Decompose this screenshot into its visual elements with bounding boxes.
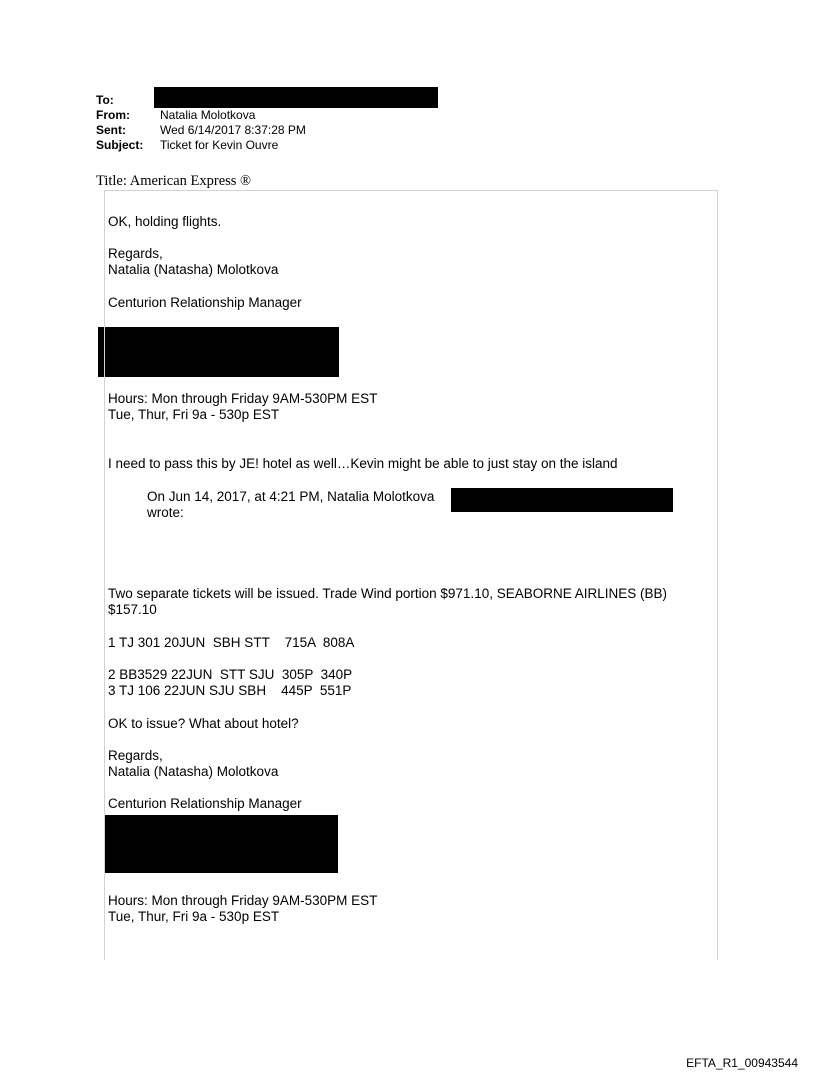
from-row xyxy=(96,108,306,123)
from-value: Natalia Molotkova xyxy=(160,108,256,122)
quote-intro: On Jun 14, 2017, at 4:21 PM, Natalia Molotkova xyxy=(147,489,435,504)
sent-label: Sent: xyxy=(96,123,126,137)
signature-name: Natalia (Natasha) Molotkova xyxy=(108,764,279,779)
title-line: Title: American Express ® xyxy=(96,173,252,189)
body-line: OK, holding flights. xyxy=(108,214,222,229)
flight-row: 2 BB3529 22JUN STT SJU 305P 340P xyxy=(108,667,353,682)
subject-label: Subject: xyxy=(96,138,144,152)
subject-value: Ticket for Kevin Ouvre xyxy=(160,138,279,152)
regards: Regards, xyxy=(108,748,163,763)
from-label: From: xyxy=(96,108,130,122)
hours-line: Hours: Mon through Friday 9AM-530PM EST xyxy=(108,391,378,406)
reply-line: I need to pass this by JE! hotel as well…Kevin might be able to just stay on the island xyxy=(108,456,618,471)
flight-row: 3 TJ 106 22JUN SJU SBH 445P 551P xyxy=(108,683,352,698)
tickets-line: Two separate tickets will be issued. Trade Wind portion $971.10, SEABORNE AIRLINES (BB) xyxy=(108,586,668,601)
signature-role: Centurion Relationship Manager xyxy=(108,295,302,310)
tickets-line: $157.10 xyxy=(108,602,157,617)
document-id: EFTA_R1_00943544 xyxy=(686,1056,798,1070)
hours-line: Hours: Mon through Friday 9AM-530PM EST xyxy=(108,893,378,908)
signature-role: Centurion Relationship Manager xyxy=(108,796,302,811)
sent-value: Wed 6/14/2017 8:37:28 PM xyxy=(160,123,306,137)
hours-line: Tue, Thur, Fri 9a - 530p EST xyxy=(108,407,280,422)
subject-row xyxy=(96,138,306,153)
hours-line: Tue, Thur, Fri 9a - 530p EST xyxy=(108,909,280,924)
regards: Regards, xyxy=(108,246,163,261)
quote-wrote: wrote: xyxy=(147,505,184,520)
question-line: OK to issue? What about hotel? xyxy=(108,716,299,731)
redaction-to xyxy=(154,87,438,108)
flight-row: 1 TJ 301 20JUN SBH STT 715A 808A xyxy=(108,635,355,650)
signature-name: Natalia (Natasha) Molotkova xyxy=(108,262,279,277)
to-label: To: xyxy=(96,93,114,107)
sent-row xyxy=(96,123,306,138)
